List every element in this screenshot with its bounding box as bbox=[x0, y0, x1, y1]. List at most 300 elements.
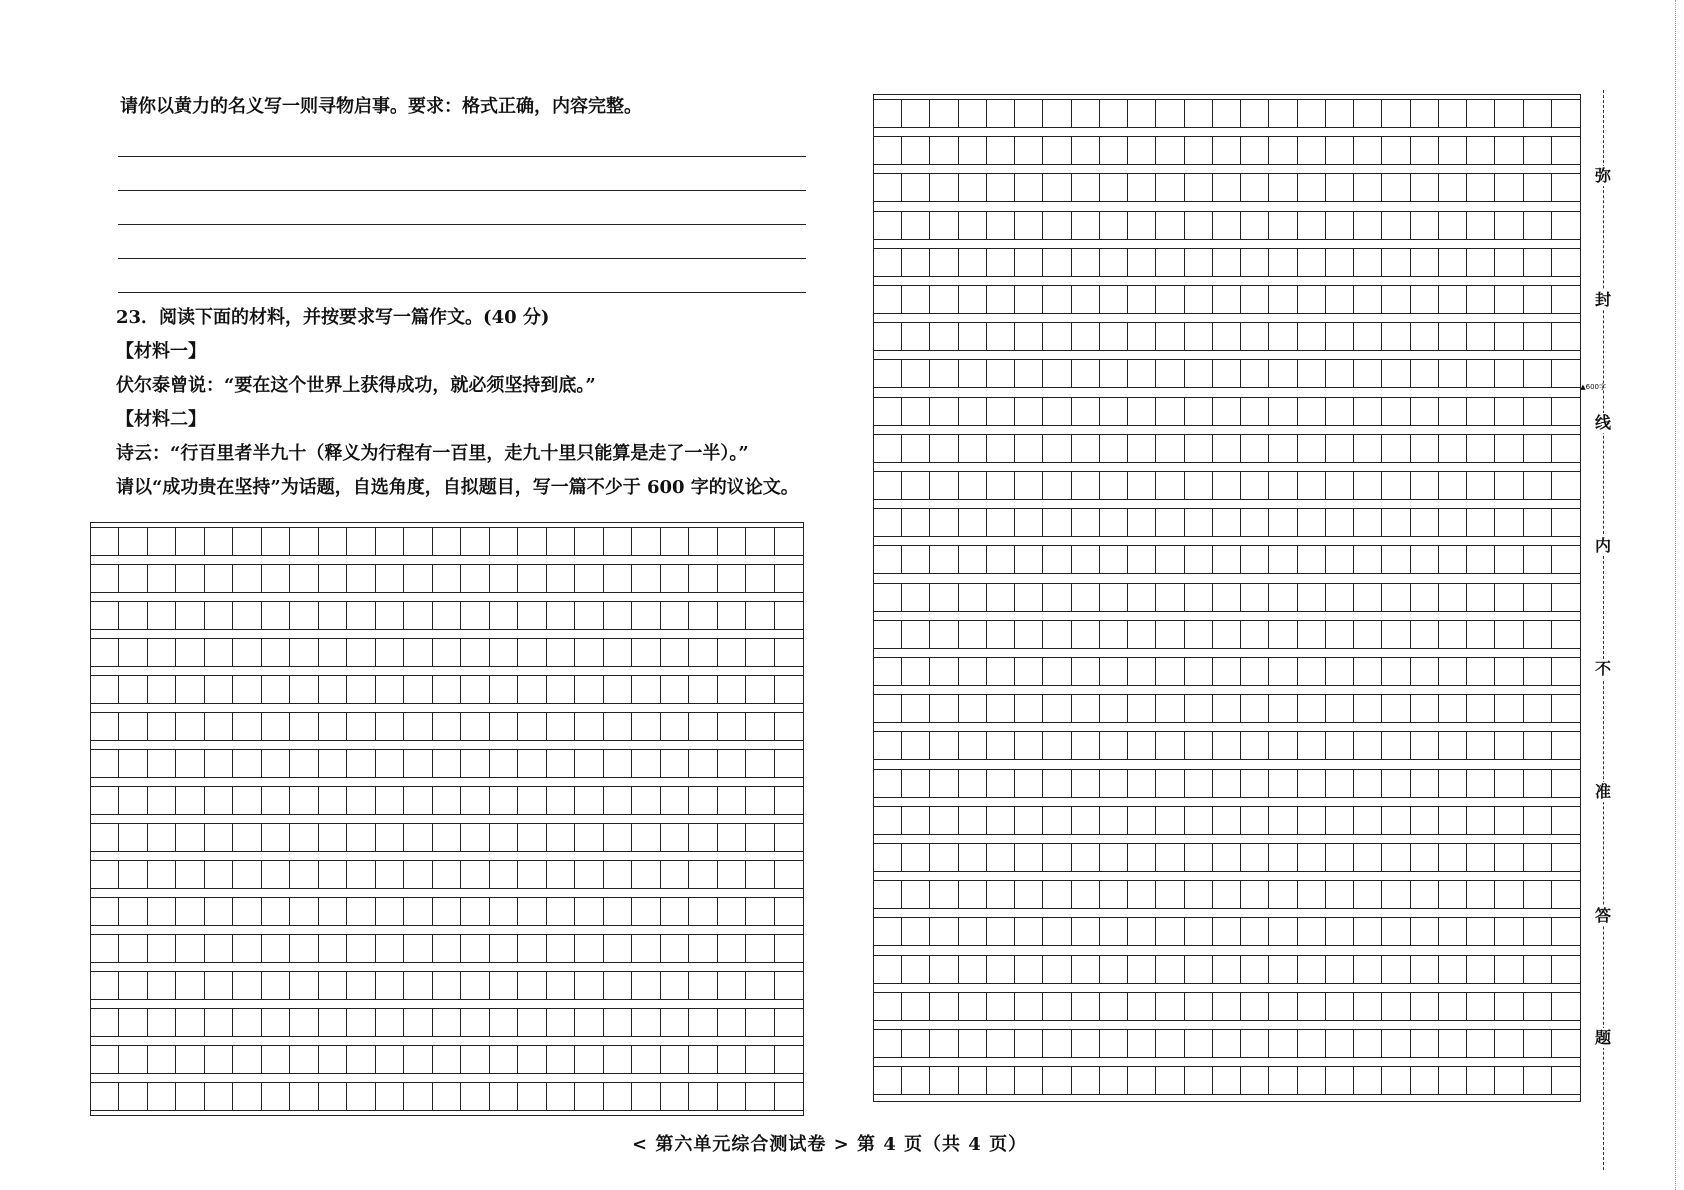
grid-cell-divider bbox=[575, 1009, 603, 1036]
grid-cell-divider bbox=[1269, 360, 1297, 387]
grid-cell-divider bbox=[1411, 881, 1439, 908]
grid-cell-divider bbox=[1015, 584, 1043, 611]
grid-cell-divider bbox=[1015, 472, 1043, 499]
grid-cell-divider bbox=[148, 1009, 176, 1036]
grid-cell-divider bbox=[461, 639, 489, 666]
grid-cell-divider bbox=[1100, 1030, 1128, 1057]
grid-cell-divider bbox=[930, 212, 958, 239]
grid-cell-divider bbox=[1524, 844, 1552, 871]
grid-cell-divider bbox=[1185, 286, 1213, 313]
grid-cell-divider bbox=[290, 602, 318, 629]
grid-row[interactable] bbox=[874, 1066, 1580, 1095]
grid-row[interactable] bbox=[91, 1082, 803, 1111]
grid-cell-divider bbox=[1269, 398, 1297, 425]
grid-row[interactable] bbox=[874, 359, 1580, 388]
answer-line[interactable] bbox=[118, 190, 806, 191]
grid-cell-divider bbox=[632, 1009, 660, 1036]
grid-cell-divider bbox=[902, 956, 930, 983]
essay-grid-right[interactable] bbox=[873, 94, 1606, 1102]
grid-cell-divider bbox=[930, 100, 958, 127]
grid-cell-divider bbox=[1185, 881, 1213, 908]
grid-cell-divider bbox=[959, 584, 987, 611]
grid-cell-divider bbox=[1100, 695, 1128, 722]
grid-cell-divider bbox=[205, 565, 233, 592]
grid-cell-divider bbox=[547, 676, 575, 703]
grid-cell-divider bbox=[987, 174, 1015, 201]
grid-cell-divider bbox=[1524, 546, 1552, 573]
grid-cell-divider bbox=[1128, 323, 1156, 350]
grid-cell-divider bbox=[347, 1083, 375, 1110]
grid-row[interactable] bbox=[91, 675, 803, 704]
grid-cell-divider bbox=[632, 565, 660, 592]
grid-row[interactable] bbox=[874, 843, 1580, 872]
grid-cell-divider bbox=[1326, 956, 1354, 983]
grid-cell-divider bbox=[461, 824, 489, 851]
grid-cell-divider bbox=[1524, 956, 1552, 983]
grid-cell-divider bbox=[1185, 1067, 1213, 1094]
grid-cell-divider bbox=[262, 824, 290, 851]
grid-cell-divider bbox=[1128, 360, 1156, 387]
grid-cell-divider bbox=[1072, 174, 1100, 201]
grid-cell-divider bbox=[874, 1030, 902, 1057]
grid-cell-divider bbox=[518, 861, 546, 888]
grid-cell-divider bbox=[404, 787, 432, 814]
grid-cell-divider bbox=[874, 1067, 902, 1094]
grid-row[interactable] bbox=[874, 508, 1580, 537]
page-edge bbox=[1675, 0, 1676, 1190]
grid-row[interactable] bbox=[874, 657, 1580, 686]
grid-cell-divider bbox=[1043, 732, 1071, 759]
grid-cell-divider bbox=[632, 639, 660, 666]
grid-cell-divider bbox=[1354, 509, 1382, 536]
grid-cell-divider bbox=[1411, 398, 1439, 425]
grid-cell-divider bbox=[1495, 695, 1523, 722]
grid-cell-divider bbox=[119, 861, 147, 888]
grid-cell-divider bbox=[661, 676, 689, 703]
grid-row[interactable] bbox=[91, 527, 803, 556]
grid-row[interactable] bbox=[874, 173, 1580, 202]
grid-cell-divider bbox=[661, 972, 689, 999]
grid-cell-divider bbox=[930, 137, 958, 164]
grid-cell-divider bbox=[1128, 286, 1156, 313]
grid-row[interactable] bbox=[91, 934, 803, 963]
grid-row[interactable] bbox=[91, 601, 803, 630]
grid-cell-divider bbox=[874, 546, 902, 573]
grid-cell-divider bbox=[1269, 212, 1297, 239]
grid-cell-divider bbox=[1495, 435, 1523, 462]
grid-cell-divider bbox=[1439, 212, 1467, 239]
grid-cell-divider bbox=[1015, 993, 1043, 1020]
grid-cell-divider bbox=[718, 824, 746, 851]
essay-grid-left[interactable] bbox=[90, 522, 804, 1116]
grid-row[interactable] bbox=[874, 136, 1580, 165]
grid-cell-divider bbox=[1185, 807, 1213, 834]
grid-cell-divider bbox=[746, 528, 774, 555]
grid-cell-divider bbox=[1467, 956, 1495, 983]
grid-cell-divider bbox=[518, 1009, 546, 1036]
grid-cell-divider bbox=[1495, 807, 1523, 834]
grid-cell-divider bbox=[902, 212, 930, 239]
grid-cell-divider bbox=[902, 360, 930, 387]
grid-cell-divider bbox=[1495, 993, 1523, 1020]
grid-cell-divider bbox=[1241, 881, 1269, 908]
grid-cell-divider bbox=[1495, 621, 1523, 648]
grid-row[interactable] bbox=[874, 769, 1580, 798]
grid-cell-divider bbox=[490, 824, 518, 851]
grid-cell-divider bbox=[902, 509, 930, 536]
grid-cell-divider bbox=[1524, 1030, 1552, 1057]
grid-cell-divider bbox=[1382, 993, 1410, 1020]
grid-cell-divider bbox=[290, 639, 318, 666]
grid-cell-divider bbox=[205, 602, 233, 629]
grid-cell-divider bbox=[347, 639, 375, 666]
grid-cell-divider bbox=[262, 861, 290, 888]
grid-cell-divider bbox=[746, 824, 774, 851]
grid-cell-divider bbox=[119, 750, 147, 777]
grid-cell-divider bbox=[930, 509, 958, 536]
binding-line bbox=[1594, 90, 1628, 1170]
grid-cell-divider bbox=[1156, 881, 1184, 908]
grid-row[interactable] bbox=[91, 971, 803, 1000]
grid-cell-divider bbox=[433, 824, 461, 851]
grid-row[interactable] bbox=[91, 860, 803, 889]
answer-line[interactable] bbox=[118, 292, 806, 293]
grid-cell-divider bbox=[1241, 360, 1269, 387]
grid-cell-divider bbox=[604, 1046, 632, 1073]
grid-row[interactable] bbox=[91, 564, 803, 593]
grid-cell-divider bbox=[1100, 732, 1128, 759]
grid-cell-divider bbox=[1354, 1067, 1382, 1094]
grid-row[interactable] bbox=[874, 248, 1580, 277]
grid-row[interactable] bbox=[874, 880, 1580, 909]
grid-cell-divider bbox=[290, 1046, 318, 1073]
grid-cell-divider bbox=[959, 137, 987, 164]
grid-cell-divider bbox=[262, 528, 290, 555]
grid-cell-divider bbox=[1411, 509, 1439, 536]
grid-cell-divider bbox=[689, 1083, 717, 1110]
grid-cell-divider bbox=[1495, 770, 1523, 797]
grid-cell-divider bbox=[518, 1046, 546, 1073]
grid-cell-divider bbox=[1128, 435, 1156, 462]
grid-cell-divider bbox=[1241, 174, 1269, 201]
grid-cell-divider bbox=[1156, 286, 1184, 313]
grid-cell-divider bbox=[1156, 732, 1184, 759]
grid-cell-divider bbox=[148, 824, 176, 851]
grid-cell-divider bbox=[959, 732, 987, 759]
answer-line[interactable] bbox=[118, 156, 806, 157]
grid-cell-divider bbox=[1241, 918, 1269, 945]
grid-cell-divider bbox=[148, 565, 176, 592]
grid-cell-divider bbox=[1382, 174, 1410, 201]
grid-cell-divider bbox=[987, 621, 1015, 648]
grid-row[interactable] bbox=[874, 917, 1580, 946]
grid-cell-divider bbox=[987, 658, 1015, 685]
grid-row[interactable] bbox=[874, 731, 1580, 760]
grid-cell-divider bbox=[874, 993, 902, 1020]
grid-cell-divider bbox=[746, 676, 774, 703]
grid-cell-divider bbox=[1072, 472, 1100, 499]
grid-cell-divider bbox=[91, 824, 119, 851]
grid-cell-divider bbox=[290, 565, 318, 592]
grid-cell-divider bbox=[661, 565, 689, 592]
grid-row[interactable] bbox=[874, 397, 1580, 426]
grid-cell-divider bbox=[632, 861, 660, 888]
grid-cell-divider bbox=[376, 972, 404, 999]
grid-cell-divider bbox=[233, 639, 261, 666]
grid-cell-divider bbox=[1439, 546, 1467, 573]
grid-cell-divider bbox=[575, 639, 603, 666]
grid-cell-divider bbox=[1015, 956, 1043, 983]
binding-char: 不 bbox=[1590, 659, 1616, 679]
grid-cell-divider bbox=[290, 676, 318, 703]
grid-cell-divider bbox=[1269, 435, 1297, 462]
grid-cell-divider bbox=[987, 435, 1015, 462]
grid-row[interactable] bbox=[874, 211, 1580, 240]
grid-cell-divider bbox=[1382, 472, 1410, 499]
grid-cell-divider bbox=[1213, 249, 1241, 276]
grid-cell-divider bbox=[233, 1083, 261, 1110]
grid-cell-divider bbox=[91, 787, 119, 814]
material2-label: 【材料二】 bbox=[116, 409, 206, 430]
grid-cell-divider bbox=[1326, 621, 1354, 648]
grid-row[interactable] bbox=[91, 1008, 803, 1037]
grid-cell-divider bbox=[1524, 658, 1552, 685]
grid-cell-divider bbox=[1495, 398, 1523, 425]
grid-cell-divider bbox=[959, 993, 987, 1020]
grid-cell-divider bbox=[1354, 212, 1382, 239]
grid-cell-divider bbox=[604, 972, 632, 999]
grid-cell-divider bbox=[518, 935, 546, 962]
grid-row[interactable] bbox=[874, 545, 1580, 574]
grid-cell-divider bbox=[404, 565, 432, 592]
grid-cell-divider bbox=[1354, 658, 1382, 685]
grid-cell-divider bbox=[987, 360, 1015, 387]
grid-cell-divider bbox=[1298, 398, 1326, 425]
grid-cell-divider bbox=[1156, 472, 1184, 499]
grid-cell-divider bbox=[433, 602, 461, 629]
grid-row[interactable] bbox=[874, 806, 1580, 835]
grid-cell-divider bbox=[1156, 844, 1184, 871]
grid-row[interactable] bbox=[91, 712, 803, 741]
grid-cell-divider bbox=[1072, 918, 1100, 945]
grid-cell-divider bbox=[661, 935, 689, 962]
grid-cell-divider bbox=[1298, 472, 1326, 499]
grid-row[interactable] bbox=[91, 749, 803, 778]
grid-cell-divider bbox=[1495, 658, 1523, 685]
grid-row[interactable] bbox=[874, 955, 1580, 984]
grid-cell-divider bbox=[604, 676, 632, 703]
grid-cell-divider bbox=[91, 1046, 119, 1073]
grid-row[interactable] bbox=[91, 897, 803, 926]
grid-cell-divider bbox=[404, 1046, 432, 1073]
grid-cell-divider bbox=[1213, 137, 1241, 164]
grid-cell-divider bbox=[461, 1046, 489, 1073]
grid-cell-divider bbox=[176, 676, 204, 703]
grid-cell-divider bbox=[1072, 807, 1100, 834]
grid-cell-divider bbox=[1213, 174, 1241, 201]
grid-row[interactable] bbox=[874, 99, 1580, 128]
grid-cell-divider bbox=[604, 639, 632, 666]
grid-cell-divider bbox=[689, 1046, 717, 1073]
grid-cell-divider bbox=[518, 713, 546, 740]
grid-cell-divider bbox=[632, 528, 660, 555]
grid-cell-divider bbox=[404, 602, 432, 629]
grid-cell-divider bbox=[959, 249, 987, 276]
grid-cell-divider bbox=[347, 1046, 375, 1073]
grid-cell-divider bbox=[1213, 286, 1241, 313]
grid-cell-divider bbox=[902, 249, 930, 276]
grid-cell-divider bbox=[1298, 732, 1326, 759]
grid-row[interactable] bbox=[874, 620, 1580, 649]
grid-cell-divider bbox=[661, 1009, 689, 1036]
grid-cell-divider bbox=[1015, 844, 1043, 871]
grid-cell-divider bbox=[902, 770, 930, 797]
grid-cell-divider bbox=[262, 1046, 290, 1073]
grid-cell-divider bbox=[262, 972, 290, 999]
grid-row[interactable] bbox=[91, 823, 803, 852]
grid-cell-divider bbox=[1100, 249, 1128, 276]
grid-row[interactable] bbox=[874, 694, 1580, 723]
grid-row[interactable] bbox=[91, 638, 803, 667]
grid-cell-divider bbox=[290, 713, 318, 740]
grid-cell-divider bbox=[1439, 286, 1467, 313]
grid-cell-divider bbox=[1213, 695, 1241, 722]
grid-cell-divider bbox=[461, 861, 489, 888]
grid-cell-divider bbox=[1467, 360, 1495, 387]
grid-cell-divider bbox=[1439, 584, 1467, 611]
grid-cell-divider bbox=[604, 565, 632, 592]
grid-row[interactable] bbox=[874, 285, 1580, 314]
grid-cell-divider bbox=[1411, 993, 1439, 1020]
grid-cell-divider bbox=[1411, 435, 1439, 462]
grid-cell-divider bbox=[91, 750, 119, 777]
grid-cell-divider bbox=[987, 472, 1015, 499]
grid-cell-divider bbox=[1439, 956, 1467, 983]
grid-cell-divider bbox=[874, 360, 902, 387]
answer-line[interactable] bbox=[118, 224, 806, 225]
grid-cell-divider bbox=[1185, 956, 1213, 983]
grid-cell-divider bbox=[959, 398, 987, 425]
grid-cell-divider bbox=[319, 565, 347, 592]
grid-cell-divider bbox=[1467, 398, 1495, 425]
grid-cell-divider bbox=[1043, 472, 1071, 499]
answer-line[interactable] bbox=[118, 258, 806, 259]
grid-cell-divider bbox=[661, 528, 689, 555]
grid-cell-divider bbox=[1213, 435, 1241, 462]
grid-cell-divider bbox=[404, 1009, 432, 1036]
grid-cell-divider bbox=[987, 770, 1015, 797]
grid-cell-divider bbox=[1298, 1030, 1326, 1057]
grid-cell-divider bbox=[930, 993, 958, 1020]
grid-row[interactable] bbox=[874, 1029, 1580, 1058]
grid-cell-divider bbox=[1128, 1067, 1156, 1094]
grid-cell-divider bbox=[148, 1046, 176, 1073]
grid-cell-divider bbox=[148, 861, 176, 888]
grid-cell-divider bbox=[1015, 286, 1043, 313]
grid-cell-divider bbox=[1072, 100, 1100, 127]
grid-cell-divider bbox=[1495, 249, 1523, 276]
grid-cell-divider bbox=[1241, 509, 1269, 536]
grid-cell-divider bbox=[1382, 137, 1410, 164]
grid-cell-divider bbox=[930, 918, 958, 945]
grid-cell-divider bbox=[661, 898, 689, 925]
grid-row[interactable] bbox=[874, 434, 1580, 463]
grid-cell-divider bbox=[1439, 695, 1467, 722]
grid-cell-divider bbox=[632, 824, 660, 851]
grid-cell-divider bbox=[1128, 621, 1156, 648]
grid-row[interactable] bbox=[91, 786, 803, 815]
grid-cell-divider bbox=[689, 787, 717, 814]
grid-cell-divider bbox=[718, 639, 746, 666]
grid-row[interactable] bbox=[874, 471, 1580, 500]
grid-cell-divider bbox=[1354, 323, 1382, 350]
grid-cell-divider bbox=[1524, 398, 1552, 425]
grid-cell-divider bbox=[1100, 1067, 1128, 1094]
grid-cell-divider bbox=[1185, 137, 1213, 164]
grid-row[interactable] bbox=[91, 1045, 803, 1074]
grid-cell-divider bbox=[1043, 1030, 1071, 1057]
grid-cell-divider bbox=[1015, 137, 1043, 164]
grid-cell-divider bbox=[661, 824, 689, 851]
grid-cell-divider bbox=[1411, 360, 1439, 387]
grid-cell-divider bbox=[718, 1046, 746, 1073]
grid-cell-divider bbox=[1524, 770, 1552, 797]
grid-cell-divider bbox=[1043, 993, 1071, 1020]
grid-cell-divider bbox=[91, 639, 119, 666]
grid-cell-divider bbox=[930, 435, 958, 462]
grid-cell-divider bbox=[205, 1046, 233, 1073]
grid-cell-divider bbox=[1382, 732, 1410, 759]
grid-cell-divider bbox=[205, 676, 233, 703]
grid-row[interactable] bbox=[874, 992, 1580, 1021]
grid-cell-divider bbox=[433, 528, 461, 555]
grid-cell-divider bbox=[1043, 621, 1071, 648]
grid-cell-divider bbox=[1043, 137, 1071, 164]
grid-cell-divider bbox=[1043, 546, 1071, 573]
grid-cell-divider bbox=[1241, 212, 1269, 239]
grid-cell-divider bbox=[689, 639, 717, 666]
grid-cell-divider bbox=[1354, 174, 1382, 201]
grid-cell-divider bbox=[1185, 249, 1213, 276]
grid-cell-divider bbox=[1354, 1030, 1382, 1057]
grid-cell-divider bbox=[1495, 1030, 1523, 1057]
grid-cell-divider bbox=[1213, 918, 1241, 945]
grid-cell-divider bbox=[718, 713, 746, 740]
grid-cell-divider bbox=[1298, 807, 1326, 834]
grid-cell-divider bbox=[490, 935, 518, 962]
grid-cell-divider bbox=[176, 861, 204, 888]
grid-cell-divider bbox=[1185, 844, 1213, 871]
grid-cell-divider bbox=[1298, 286, 1326, 313]
grid-row[interactable] bbox=[874, 583, 1580, 612]
grid-cell-divider bbox=[1072, 770, 1100, 797]
grid-cell-divider bbox=[1382, 1067, 1410, 1094]
grid-cell-divider bbox=[1298, 956, 1326, 983]
grid-cell-divider bbox=[91, 602, 119, 629]
grid-cell-divider bbox=[490, 528, 518, 555]
grid-cell-divider bbox=[1100, 621, 1128, 648]
grid-cell-divider bbox=[1298, 323, 1326, 350]
grid-cell-divider bbox=[205, 972, 233, 999]
grid-cell-divider bbox=[1100, 844, 1128, 871]
grid-cell-divider bbox=[1524, 993, 1552, 1020]
grid-cell-divider bbox=[1128, 137, 1156, 164]
grid-cell-divider bbox=[1467, 509, 1495, 536]
grid-cell-divider bbox=[233, 602, 261, 629]
grid-cell-divider bbox=[1269, 472, 1297, 499]
grid-cell-divider bbox=[959, 807, 987, 834]
grid-row[interactable] bbox=[874, 322, 1580, 351]
